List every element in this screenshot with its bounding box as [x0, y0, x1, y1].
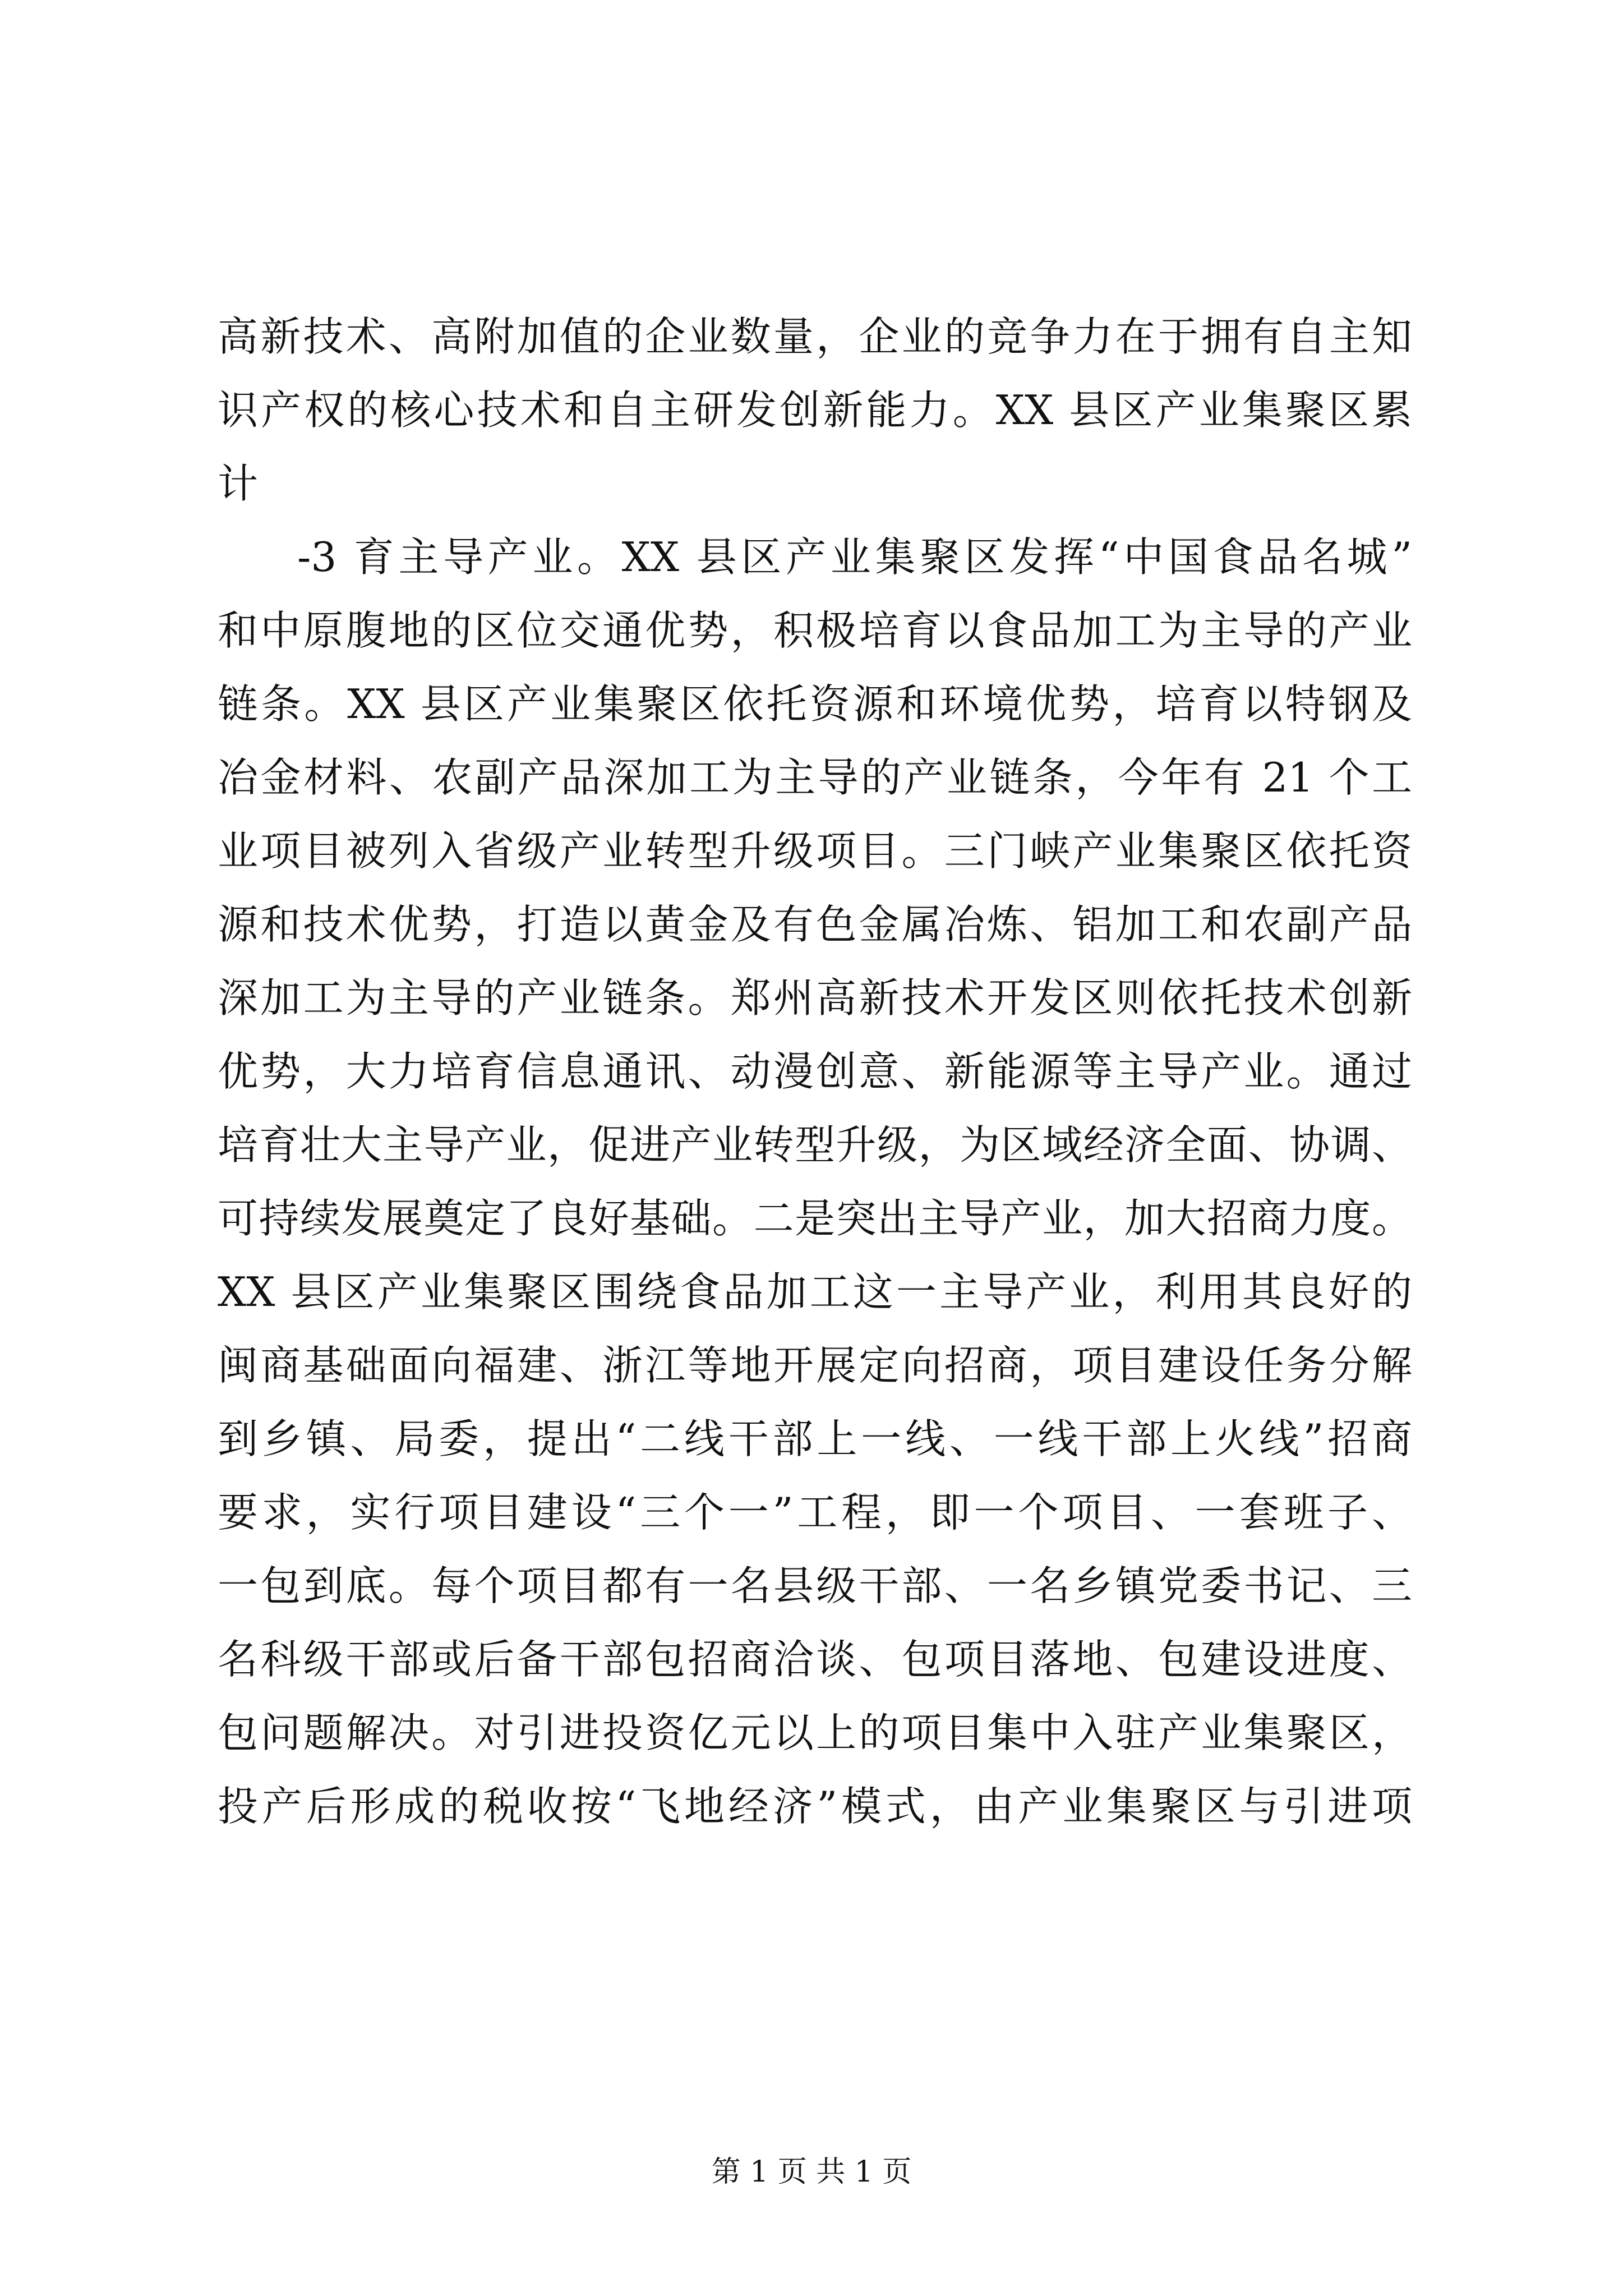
text-line: 冶金材料、农副产品深加工为主导的产业链条，今年有 21 个工 [218, 754, 1412, 801]
text-line: 可持续发展奠定了良好基础。二是突出主导产业，加大招商力度。 [218, 1195, 1412, 1242]
text-line: 计 [218, 460, 259, 507]
text-line: 高新技术、高附加值的企业数量，企业的竞争力在于拥有自主知 [218, 313, 1412, 360]
text-line: 培育壮大主导产业，促进产业转型升级，为区域经济全面、协调、 [218, 1121, 1412, 1168]
text-line: 源和技术优势，打造以黄金及有色金属冶炼、铝加工和农副产品 [218, 901, 1412, 948]
text-line: 识产权的核心技术和自主研发创新能力。XX 县区产业集聚区累 [218, 386, 1412, 434]
text-line: 优势，大力培育信息通讯、动漫创意、新能源等主导产业。通过 [218, 1048, 1412, 1095]
text-line: -3 育主导产业。XX 县区产业集聚区发挥“中国食品名城” [297, 533, 1412, 581]
page-number-footer: 第 1 页 共 1 页 [711, 2155, 912, 2189]
text-line: 深加工为主导的产业链条。郑州高新技术开发区则依托技术创新 [218, 974, 1412, 1022]
text-line: 一包到底。每个项目都有一名县级干部、一名乡镇党委书记、三 [218, 1562, 1412, 1609]
text-line: 业项目被列入省级产业转型升级项目。三门峡产业集聚区依托资 [218, 827, 1412, 875]
text-line: 和中原腹地的区位交通优势，积极培育以食品加工为主导的产业 [218, 607, 1412, 654]
text-line: 投产后形成的税收按“飞地经济”模式，由产业集聚区与引进项 [218, 1783, 1412, 1830]
text-line: 包问题解决。对引进投资亿元以上的项目集中入驻产业集聚区， [218, 1709, 1412, 1756]
text-line: XX 县区产业集聚区围绕食品加工这一主导产业，利用其良好的 [218, 1268, 1412, 1315]
text-line: 闽商基础面向福建、浙江等地开展定向招商，项目建设任务分解 [218, 1342, 1412, 1389]
text-line: 链条。XX 县区产业集聚区依托资源和环境优势，培育以特钢及 [218, 680, 1412, 728]
text-line: 要求，实行项目建设“三个一”工程，即一个项目、一套班子、 [218, 1489, 1412, 1536]
text-line: 名科级干部或后备干部包招商洽谈、包项目落地、包建设进度、 [218, 1636, 1412, 1683]
text-line: 到乡镇、局委，提出“二线干部上一线、一线干部上火线”招商 [218, 1415, 1412, 1462]
